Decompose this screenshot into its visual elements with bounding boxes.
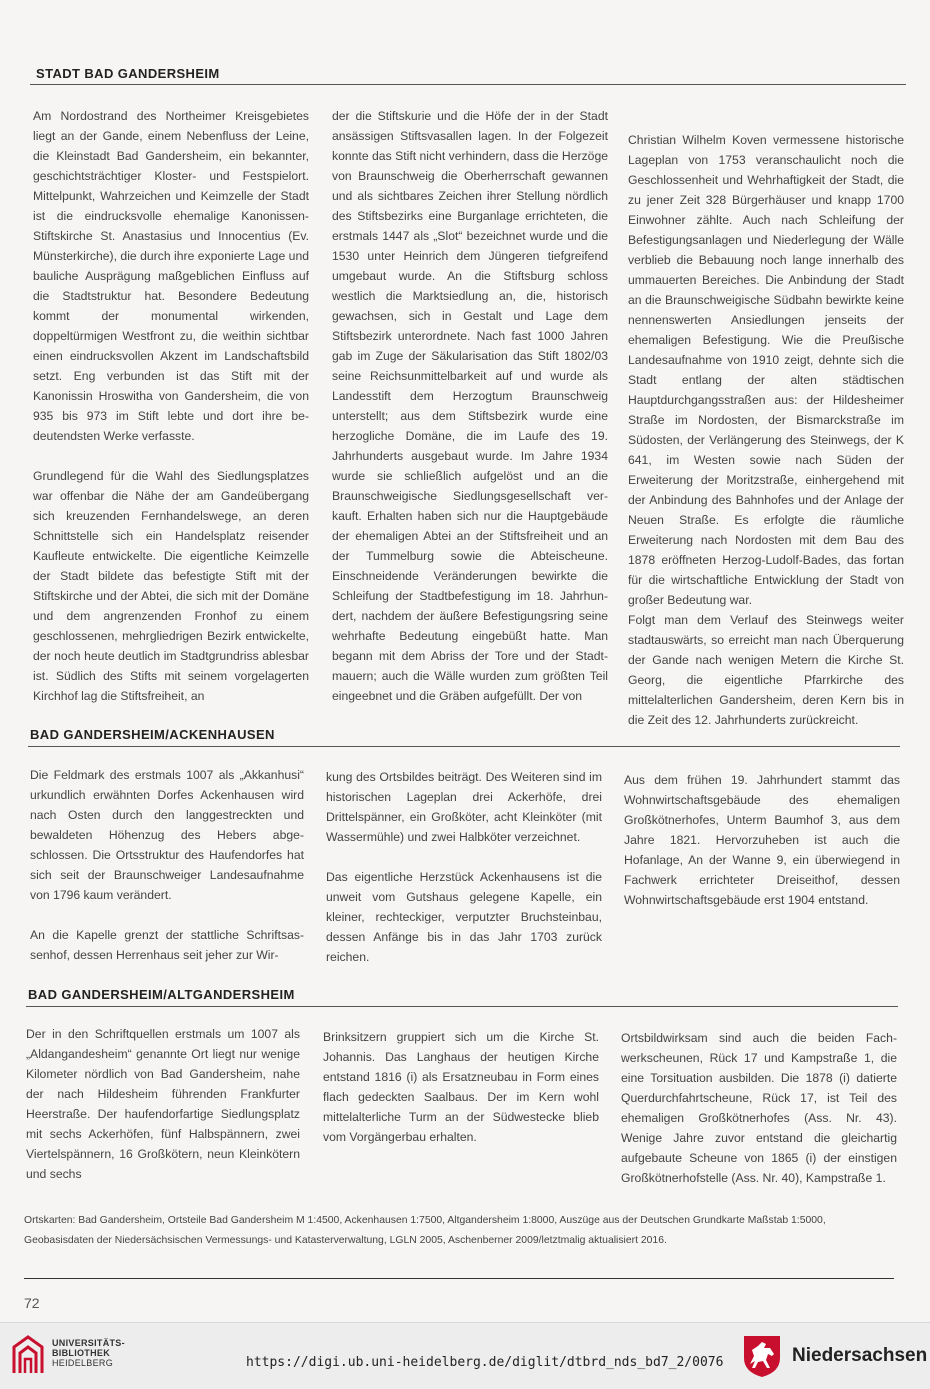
ub-heidelberg-logo[interactable] (10, 1333, 46, 1377)
text-column (323, 1027, 599, 1147)
ub-heidelberg-label (52, 1338, 125, 1368)
text-column (33, 106, 309, 706)
section-rule (28, 746, 900, 747)
map-sources-footnote: Ortskarten: Bad Gandersheim, Ortsteile Bad Gandersheim M 1:4500, Ackenhausen 1:7500, Altgandersheim 1:8000, Auszüge aus der Deutschen Grundkarte Maßstab 1:5000, Geobasisdaten der Niedersächsischen Vermessungs- und Katasterverwaltung, LGLN 2005, Aschenberner 2009/letztmalig aktualisiert 2016. (24, 1215, 826, 1246)
section-rule (30, 84, 906, 85)
niedersachsen-horse-icon[interactable] (742, 1334, 782, 1378)
paragraph: Am Nordostrand des Northeimer Kreisgebietes liegt an der Gande, einem Nebenfluss der Leine, die Kleinstadt Bad Gandersheim, ein bekannter, geschichtsträchtiger Kloster- und Festspielort. Mittelpunkt, Wahrzeichen und Keimzelle der Stadt ist die eindrucksvolle ehemalige Kanonissen-Stiftskirche St. Anastasius und Innocentius (Ev. Münsterkirche), die durch ihre exponierte Lage und bauliche Ausprägung maßgeblichen Einfluss auf die Stadtstruktur hat. Besondere Bedeutung kommt der monumental wirkenden, doppeltürmigen Westfront zu, die weithin sichtbar einen eindrucksvollen Akzent im Landschaftsbild setzt. Eng verbunden ist das Stift mit der Kanonissin Hroswitha von Gandersheim, die von 935 bis 973 im Stift lebte und dort ihre bedeutendsten Werke verfasste. (33, 109, 309, 443)
paragraph: Grundlegend für die Wahl des Siedlungsplatzes war offenbar die Nähe der am Gandeübergang sich kreuzenden Fernhandelswege, an deren Schnittstelle sich ein Handelsplatz reisender Kaufleute entwickelte. Die eigentliche Keimzelle der Stadt bildete das befestigte Stift mit der Stiftskirche und der Abtei, die sich mit der Domäne und dem angrenzenden Fronhof zu einem geschlossenen, mehrgliedrigen Bezirk entwickelte, der noch heute deutlich im Stadtgrundriss ablesbar ist. Südlich des Stifts mit seinem vorgelagerten Kirchhof lag die Stiftsfreiheit, an (33, 469, 309, 703)
text-column (26, 1024, 300, 1184)
page-number: 72 (24, 1295, 40, 1311)
footer-rule (24, 1278, 894, 1279)
paragraph: Aus dem frühen 19. Jahrhundert stammt das Wohnwirtschaftsgebäude des ehemaligen Großkötnerhofes, Unterm Baumhof 3, aus dem Jahre 1821. Hervorzuheben ist auch die Hofanlage, An der Wanne 9, ein überwiegend in Fachwerk errichteter Dreiseithof, dessen Wohnwirtschaftsgebäude erst 1904 entstand. (624, 773, 900, 907)
section-heading-stadt: STADT BAD GANDERSHEIM (36, 66, 220, 81)
paragraph: Das eigentliche Herzstück Ackenhausens ist die unweit vom Gutshaus gelegene Kapelle, ein kleiner, rechteckiger, verputzter Bruchsteinbau, dessen Anfänge bis in das Jahr 1703 zurück reichen. (326, 870, 602, 964)
paragraph: An die Kapelle grenzt der stattliche Schriftsassenhof, dessen Herrenhaus seit jeher zur Wir- (30, 928, 304, 962)
text-column (332, 106, 608, 706)
library-line: HEIDELBERG (52, 1358, 114, 1368)
library-line: BIBLIOTHEK (52, 1348, 110, 1358)
section-heading-ackenhausen: BAD GANDERSHEIM/ACKENHAUSEN (30, 727, 275, 742)
library-line: UNIVERSITÄTS- (52, 1338, 125, 1348)
text-column (30, 765, 304, 965)
niedersachsen-label: Niedersachsen (792, 1345, 928, 1366)
paragraph: Der in den Schriftquellen erstmals um 1007 als „Aldangandesheim“ genannte Ort liegt nur wenige Kilometer nördlich von Bad Gandersheim, nahe der nach Hildesheim führenden Frankfurter Heerstraße. Der haufendorfartige Siedlungsplatz mit sechs Ackerhöfen, fünf Halbspännern, zwei Viertelspännern, 16 Großkötern, neun Kleinkötern und sechs (26, 1027, 300, 1181)
text-column (628, 110, 904, 750)
text-column (621, 1028, 897, 1188)
digitization-footer (0, 1322, 930, 1389)
paragraph: Christian Wilhelm Koven vermessene historische Lageplan von 1753 veranschaulicht noch die Geschlossenheit und Wehrhaftigkeit der Stadt, die zu jener Zeit 328 Bürgerhäuser und knapp 1700 Einwohner zählte. Auch nach Schleifung der Befestigungsanlagen und Niederlegung der Wälle verblieb die Bebauung noch lange innerhalb des ummauerten Bereiches. Die Anbindung der Stadt an die Braunschweigische Südbahn bewirkte keine nennenswerten Ansiedlungen jenseits der ehemaligen Befestigung. Wie die Preußische Landesaufnahme von 1910 zeigt, dehnte sich die Stadt entlang der alten städtischen Hauptdurchgangsstraßen aus: der Hildesheimer Straße im Nordosten, der Bismarckstraße im Südosten, der Verlängerung des Steinwegs, der K 641, im Westen sowie nach Süden der Erweiterung der Moritzstraße, einhergehend mit der Anbindung des Bahnhofes und der Anlage der Neuen Straße. Es erfolgte die räumliche Erweiterung nach Nordosten mit dem Bau des 1878 eröffneten Herzog-Ludolf-Bades, das fortan für die wirtschaftliche Entwicklung der Stadt von großer Bedeutung war. Folgt man dem Verlauf des Steinwegs weiter stadtauswärts, so erreicht man nach Überquerung der Gande nach wenigen Metern die Kirche St. Georg, die eigentliche Pfarrkirche des mittelalterlichen Gandersheim, deren Kern bis in die Zeit des 12. Jahrhunderts zurückreicht. (628, 133, 904, 727)
paragraph: kung des Ortsbildes beiträgt. Des Weiteren sind im historischen Lageplan drei Ackerhöfe, drei Drittelspänner, ein Großköter, acht Kleinköter (mit Wassermühle) und zwei Halbköter verzeichnet. (326, 770, 602, 844)
paragraph: Die Feldmark des erstmals 1007 als „Akkanhusi“ urkundlich erwähnten Dorfes Ackenhausen wird nach Osten durch den langgestreckten und bewaldeten Höhenzug des Hebers abgeschlossen. Die Ortsstruktur des Haufendorfes hat sich seit der Braunschweiger Landesaufnahme von 1796 kaum verändert. (30, 768, 304, 902)
text-column (326, 767, 602, 967)
source-url[interactable]: https://digi.ub.uni-heidelberg.de/diglit/dtbrd_nds_bd7_2/0076 (246, 1355, 724, 1370)
paragraph: der die Stiftskurie und die Höfe der in der Stadt ansässigen Stiftsvasallen lagen. In der Folgezeit konnte das Stift nicht verhindern, dass die Herzöge von Braunschweig die Oberherrschaft gewannen und als sichtbares Zeichen ihrer Stellung nördlich des Stiftsbezirks eine Burganlage errichteten, die erstmals 1447 als „Slot“ bezeichnet wurde und die 1530 unter Heinrich dem Jüngeren tiefgreifend umgebaut wurde. An die Stiftsburg schloss westlich die Marktsiedlung an, die, historisch gewachsen, sich in Gestalt und Lage dem Stiftsbezirk unterordnete. Nach fast 1000 Jahren gab im Zuge der Säkularisation das Stift 1802/03 seine Reichsunmittelbarkeit auf und wurde als Landesstift dem Herzogtum Braunschweig unterstellt; aus dem Stiftsbezirk wurde eine herzogliche Domäne, die im Laufe des 19. Jahrhunderts ausgebaut wurde. Im Jahre 1934 wurde sie schließlich aufgelöst und an die Braunschweigische Siedlungsgesellschaft verkauft. Erhalten haben sich nur die Hauptgebäude der ehemaligen Abtei an der Stiftsfreiheit und an der Tummelburg sowie die Abteischeune. Einschneidende Veränderungen bewirkte die Schleifung der Stadtbefestigung im 18. Jahrhundert, nachdem der äußere Befestigungsring seine wehrhafte Bedeutung eingebüßt hatte. Man begann mit dem Abriss der Tore und der Stadtmauern; auch die Wälle wurden zum größten Teil eingeebnet und die Gräben aufgefüllt. Der von (332, 109, 608, 703)
paragraph: Ortsbildwirksam sind auch die beiden Fachwerkscheunen, Rück 17 und Kampstraße 1, die eine Torsituation ausbilden. Die 1878 (i) datierte Querdurchfahrtscheune, Rück 17, ist Teil des ehemaligen Großkötnerhofes (Ass. Nr. 43). Wenige Jahre zuvor entstand die gleichartig aufgebaute Scheune von 1865 (i) der einstigen Großkötnerhofstelle (Ass. Nr. 40), Kampstraße 1. (621, 1031, 897, 1185)
text-column (624, 770, 900, 910)
section-rule (26, 1006, 898, 1007)
section-heading-altgandersheim: BAD GANDERSHEIM/ALTGANDERSHEIM (28, 987, 295, 1002)
paragraph: Brinksitzern gruppiert sich um die Kirche St. Johannis. Das Langhaus der heutigen Kirche entstand 1816 (i) als Ersatzneubau in Form eines flach gedeckten Saalbaus. Der im Kern wohl mittelalterliche Turm an der Südwestecke blieb vom Vorgängerbau erhalten. (323, 1030, 599, 1144)
